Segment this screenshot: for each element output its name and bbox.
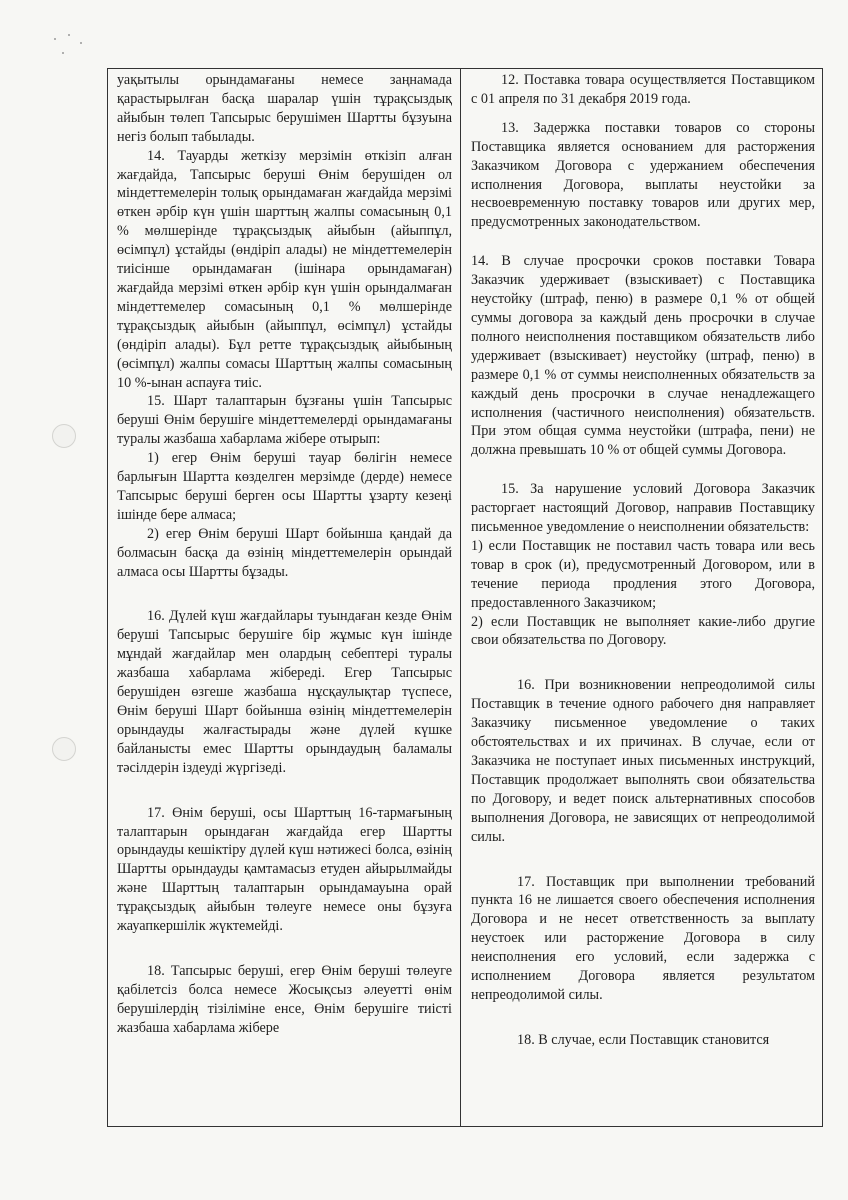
kz-clause-15-item-1: 1) егер Өнім беруші тауар бөлігін немесе барлығын Шартта көзделген мерзімде (дерде) немесе Тапсырыс беруші берген осы Шартты ұзарту кезеңі ішінде бере алмаса; bbox=[117, 450, 452, 523]
kazakh-column bbox=[108, 69, 461, 1126]
kz-paragraph-13-end: уақытылы орындамағаны немесе заңнамада қарастырылған басқа шаралар үшін тұрақсыздық айыбын төлеп Тапсырыс берушімен Шартты бұзуына негіз болып табылады. bbox=[117, 72, 452, 145]
scan-specks bbox=[50, 32, 90, 62]
kz-clause-15-item-2: 2) егер Өнім беруші Шарт бойынша қандай да болмасын басқа да өзінің міндеттемелерін орындай алмаса осы Шартты бұзады. bbox=[117, 525, 452, 580]
ru-clause-16: 16. При возникновении непреодолимой силы Поставщик в течение одного рабочего дня направляет Заказчику письменное уведомление о таких обстоятельствах и их причинах. В случае, если от Заказчика не поступает иных письменных инструкций, Поставщик продолжает выполнять свои обязательства по Договору, и ведет поиск альтернативных способов выполнения Договора, не зависящих от непреодолимой силы. bbox=[471, 677, 815, 845]
ru-clause-18: 18. В случае, если Поставщик становится bbox=[517, 1031, 770, 1048]
ru-clause-13: 13. Задержка поставки товаров со стороны Поставщика является основанием для расторжения Заказчиком Договора с удержанием обеспечения исполнения Договора, выплаты неустойки за несвоевременную поставку товаров или других мер, предусмотренных законодательством. bbox=[471, 119, 815, 231]
kz-clause-16: 16. Дүлей күш жағдайлары туындаған кезде Өнім беруші Тапсырыс берушіге бір жұмыс күн ішінде мұндай жағдайлар мен олардың себептері туралы жазбаша хабарлама жібереді. Егер Тапсырыс берушіден өзгеше жазбаша нұсқаулықтар түспесе, Өнім беруші Шарт бойынша өзінің міндеттемелерін орындауды жалғастырады және дүлей күшке байланысты емес Шартты орындаудың баламалы тәсілдерін іздеуді жүргізеді. bbox=[117, 608, 452, 776]
contract-table bbox=[107, 68, 823, 1127]
ru-clause-17: 17. Поставщик при выполнении требований пункта 16 не лишается своего обеспечения исполнения Договора и не несет ответственность за выплату неустоек или расторжение Договора в силу неисполнения его условий, если задержка с исполнением Договора является результатом непреодолимой силы. bbox=[471, 873, 815, 1003]
ru-clause-15-item-1: 1) если Поставщик не поставил часть товара или весь товар в срок (и), предусмотренный Договором, или в течение периода продления этого Договора, предоставленного Заказчиком; bbox=[471, 537, 815, 611]
ru-clause-14: 14. В случае просрочки сроков поставки Товара Заказчик удерживает (взыскивает) с Поставщика неустойку (штраф, пеню) в размере 0,1 % от общей суммы договора за каждый день просрочки в случае полного неисполнения поставщиком обязательств либо удерживает (взыскивает) неустойку (штраф, пеню) в размере 0,1 % от суммы неисполненных обязательств за каждый день просрочки в случае ненадлежащего исполнения (частичного неисполнения) обязательств. При этом общая сумма неустойки (штрафа, пени) не должна превышать 10 % от общей суммы Договора. bbox=[471, 253, 815, 459]
kz-clause-17: 17. Өнім беруші, осы Шарттың 16-тармағының талаптарын орындаған жағдайда егер Шартты орындауды кешіктіру дүлей күш нәтижесі болса, өзінің Шартты орындауды қамтамасыз етуден айырылмайды және Шарттың талаптарын орындамауына орай тұрақсыздық айыбын төлеуге немесе оны бұзуға жауапкершілік жүктемейді. bbox=[117, 804, 452, 935]
punch-hole bbox=[52, 424, 76, 448]
kz-clause-18: 18. Тапсырыс беруші, егер Өнім беруші төлеуге қабілетсіз болса немесе Жосықсыз әлеуетті өнім берушілердің тізіліміне енсе, Өнім берушіге тиісті жазбаша хабарлама жібере bbox=[117, 962, 452, 1036]
ru-clause-15: 15. За нарушение условий Договора Заказчик расторгает настоящий Договор, направив Поставщику письменное уведомление о неисполнении обязательств: bbox=[471, 481, 815, 536]
punch-hole bbox=[52, 737, 76, 761]
russian-column bbox=[461, 69, 822, 1126]
ru-clause-12: 12. Поставка товара осуществляется Поставщиком с 01 апреля по 31 декабря 2019 года. bbox=[471, 72, 815, 107]
kz-clause-15: 15. Шарт талаптарын бұзғаны үшін Тапсырыс беруші Өнім берушіге міндеттемелерді орындамағаны туралы жазбаша хабарлама жібере отырып: bbox=[117, 393, 452, 448]
ru-clause-15-item-2: 2) если Поставщик не выполняет какие-либо другие свои обязательства по Договору. bbox=[471, 613, 815, 649]
kz-clause-14: 14. Тауарды жеткізу мерзімін өткізіп алған жағдайда, Тапсырыс беруші Өнім берушіден ол міндеттемелерін толық орындамаған жағдайда мерзімі өткен әрбір күн үшін шарттың жалпы сомасының 0,1 % мөлшерінде тұрақсыздық айыбын (айыппұл, өсімпұл) ұстайды (өндіріп алады) не міндеттемелерін тиісінше орындамаған (ішінара орындамаған) жағдайда мерзімі өткен әрбір күн үшін орындалмаған міндеттемелер сомасының 0,1 % мөлшерінде тұрақсыздық айыбын (айыппұл, өсімпұл) ұстайды (өндіріп алады). Бұл ретте тұрақсыздық айыбының (өсімпұл) жалпы сомасы Шарттың жалпы сомасының 10 %-ынан аспауға тиіс. bbox=[117, 147, 452, 391]
